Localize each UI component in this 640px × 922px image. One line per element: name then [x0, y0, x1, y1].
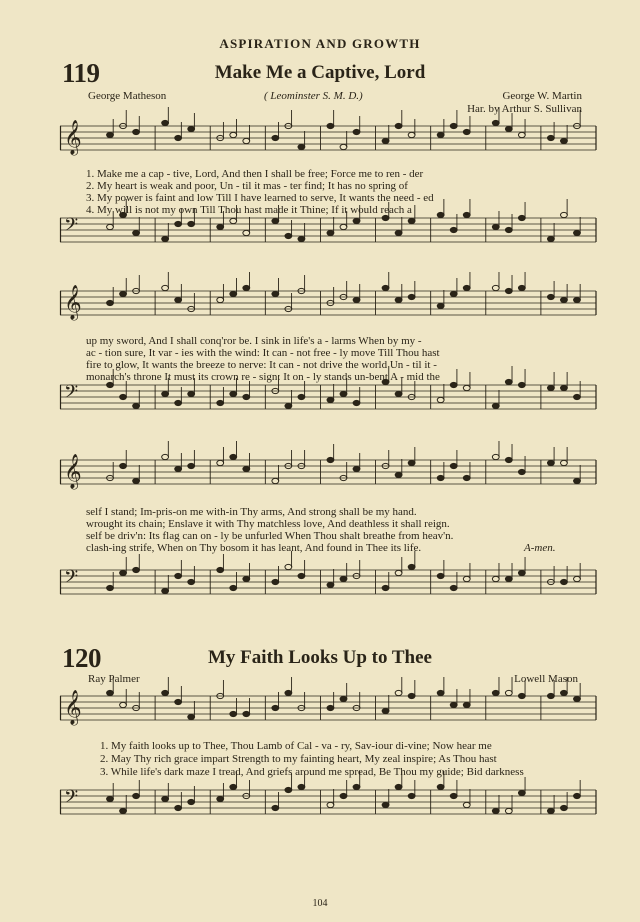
hymn-119-s2-verse-2: ac - tion sure, It var - ies with the wind: It can - not free - ly move Till Thou hast — [86, 347, 440, 359]
note-head — [450, 227, 457, 232]
note-head — [518, 790, 525, 795]
note-head — [450, 291, 457, 296]
note-head — [188, 799, 195, 804]
note-head — [272, 291, 279, 296]
note-head — [395, 784, 402, 789]
note-head — [243, 466, 250, 471]
note-head — [230, 218, 237, 223]
note-head — [450, 585, 457, 590]
note-head — [188, 714, 195, 719]
note-head — [547, 294, 554, 299]
note-head — [450, 702, 457, 707]
note-head — [561, 297, 568, 302]
note-head — [120, 291, 127, 296]
note-head — [518, 570, 525, 575]
note-head — [561, 385, 568, 390]
note-head — [107, 690, 114, 695]
note-head — [492, 403, 499, 408]
note-head — [547, 135, 554, 140]
hymn-119-s2-verse-4: monarch's throne It must its crown re - sign: It on - ly stands un-bent A - mid the — [86, 371, 440, 383]
note-head — [492, 808, 499, 813]
note-head — [463, 702, 470, 707]
note-head — [437, 303, 444, 308]
note-head — [243, 285, 250, 290]
note-head — [162, 236, 169, 241]
note-head — [408, 460, 415, 465]
note-head — [437, 690, 444, 695]
note-head — [188, 221, 195, 226]
note-head — [382, 802, 389, 807]
hymn-119-composer: George W. Martin — [502, 90, 582, 102]
hymn-120-title: My Faith Looks Up to Thee — [208, 647, 432, 668]
note-head — [243, 576, 250, 581]
note-head — [298, 236, 305, 241]
note-head — [340, 793, 347, 798]
note-head — [175, 221, 182, 226]
note-head — [518, 469, 525, 474]
note-head — [395, 472, 402, 477]
note-head — [437, 784, 444, 789]
note-head — [217, 224, 224, 229]
note-head — [408, 294, 415, 299]
note-head — [547, 236, 554, 241]
note-head — [492, 224, 499, 229]
note-head — [463, 802, 470, 807]
note-head — [217, 796, 224, 801]
note-head — [133, 403, 140, 408]
note-head — [395, 570, 402, 575]
note-head — [230, 454, 237, 459]
note-head — [492, 285, 499, 290]
note-head — [230, 132, 237, 137]
note-head — [340, 576, 347, 581]
note-head — [175, 400, 182, 405]
note-head — [463, 576, 470, 581]
note-head — [162, 454, 169, 459]
note-head — [437, 475, 444, 480]
note-head — [408, 564, 415, 569]
hymn-120-composer: Lowell Mason — [514, 673, 578, 685]
note-head — [162, 588, 169, 593]
hymn-120-s1-verse-2: 2. May Thy rich grace impart Strength to my fainting heart, My zeal inspire; As Thou hast — [100, 753, 497, 765]
note-head — [395, 230, 402, 235]
note-head — [272, 579, 279, 584]
note-head — [518, 285, 525, 290]
note-head — [450, 382, 457, 387]
note-head — [107, 224, 114, 229]
note-head — [505, 227, 512, 232]
note-head — [217, 460, 224, 465]
note-head — [162, 796, 169, 801]
hymn-120-number: 120 — [62, 643, 101, 673]
note-head — [574, 394, 581, 399]
note-head — [353, 400, 360, 405]
note-head — [162, 391, 169, 396]
note-head — [107, 300, 114, 305]
note-head — [175, 699, 182, 704]
note-head — [492, 690, 499, 695]
note-head — [285, 403, 292, 408]
note-head — [243, 394, 250, 399]
note-head — [408, 218, 415, 223]
note-head — [340, 696, 347, 701]
note-head — [561, 138, 568, 143]
note-head — [120, 463, 127, 468]
note-head — [230, 585, 237, 590]
note-head — [120, 570, 127, 575]
note-head — [327, 802, 334, 807]
note-head — [518, 132, 525, 137]
hymn-119-s2-verse-3: fire to glow, It wants the breeze to nerve: It can - not drive the world Un - til it - — [86, 359, 437, 371]
note-head — [272, 705, 279, 710]
note-head — [463, 385, 470, 390]
note-head — [107, 132, 114, 137]
note-head — [133, 567, 140, 572]
note-head — [285, 690, 292, 695]
note-head — [298, 784, 305, 789]
note-head — [437, 132, 444, 137]
note-head — [408, 793, 415, 798]
note-head — [547, 460, 554, 465]
note-head — [162, 120, 169, 125]
treble-clef-icon: 𝄞 — [64, 285, 82, 320]
note-head — [450, 463, 457, 468]
note-head — [395, 297, 402, 302]
hymn-119-number: 119 — [62, 58, 100, 88]
hymn-119-tune: ( Leominster S. M. D.) — [264, 90, 363, 102]
note-head — [463, 475, 470, 480]
note-head — [327, 457, 334, 462]
note-head — [188, 126, 195, 131]
note-head — [230, 784, 237, 789]
note-head — [505, 808, 512, 813]
note-head — [492, 454, 499, 459]
note-head — [230, 711, 237, 716]
note-head — [408, 132, 415, 137]
note-head — [120, 702, 127, 707]
note-head — [175, 135, 182, 140]
note-head — [327, 397, 334, 402]
note-head — [285, 564, 292, 569]
note-head — [382, 708, 389, 713]
note-head — [298, 573, 305, 578]
note-head — [285, 233, 292, 238]
note-head — [217, 400, 224, 405]
note-head — [561, 460, 568, 465]
note-head — [217, 297, 224, 302]
note-head — [175, 573, 182, 578]
hymn-119-s3-verse-4: clash-ing strife, When on Thy bosom it has leant, And found in Thee its life. — [86, 542, 422, 554]
note-head — [340, 224, 347, 229]
note-head — [353, 218, 360, 223]
note-head — [175, 805, 182, 810]
note-head — [175, 297, 182, 302]
note-head — [120, 808, 127, 813]
note-head — [574, 793, 581, 798]
note-head — [408, 693, 415, 698]
page-number: 104 — [312, 898, 328, 909]
note-head — [162, 285, 169, 290]
note-head — [395, 690, 402, 695]
note-head — [395, 123, 402, 128]
note-head — [298, 394, 305, 399]
note-head — [574, 576, 581, 581]
note-head — [107, 382, 114, 387]
hymn-119-s3-verse-3: self be driv'n: Its flag can on - ly be unfurled When Thou shalt breathe from heav'n. — [86, 530, 454, 542]
note-head — [133, 129, 140, 134]
note-head — [561, 579, 568, 584]
note-head — [230, 291, 237, 296]
note-head — [382, 285, 389, 290]
note-head — [327, 582, 334, 587]
treble-clef-icon: 𝄞 — [64, 454, 82, 489]
note-head — [463, 285, 470, 290]
note-head — [353, 297, 360, 302]
note-head — [505, 126, 512, 131]
hymn-119-s1-verse-3: 3. My power is faint and low Till I have learned to serve, It wants the need - ed — [86, 192, 434, 204]
note-head — [133, 793, 140, 798]
note-head — [340, 391, 347, 396]
treble-clef-icon: 𝄞 — [64, 120, 82, 155]
note-head — [505, 690, 512, 695]
note-head — [327, 123, 334, 128]
note-head — [272, 218, 279, 223]
note-head — [547, 385, 554, 390]
note-head — [505, 576, 512, 581]
note-head — [327, 230, 334, 235]
note-head — [518, 382, 525, 387]
hymn-120-s1-verse-1: 1. My faith looks up to Thee, Thou Lamb of Cal - va - ry, Sav-iour di-vine; Now hear me — [100, 740, 492, 752]
hymn-120-s1-verse-3: 3. While life's dark maze I tread, And griefs around me spread, Be Thou my guide; Bid darkness — [100, 766, 524, 778]
note-head — [518, 215, 525, 220]
note-head — [437, 573, 444, 578]
section-title: ASPIRATION AND GROWTH — [219, 36, 421, 51]
note-head — [561, 805, 568, 810]
note-head — [188, 391, 195, 396]
note-head — [574, 297, 581, 302]
note-head — [463, 129, 470, 134]
note-head — [217, 567, 224, 572]
hymn-119-author: George Matheson — [88, 90, 167, 102]
hymn-120-author: Ray Palmer — [88, 673, 140, 685]
note-head — [492, 120, 499, 125]
note-head — [298, 144, 305, 149]
note-head — [561, 690, 568, 695]
note-head — [175, 466, 182, 471]
note-head — [327, 705, 334, 710]
bass-clef-icon: 𝄢 — [64, 567, 79, 592]
note-head — [382, 138, 389, 143]
note-head — [547, 693, 554, 698]
note-head — [382, 215, 389, 220]
note-head — [133, 478, 140, 483]
treble-clef-icon: 𝄞 — [64, 690, 82, 725]
note-head — [272, 805, 279, 810]
note-head — [120, 394, 127, 399]
note-head — [437, 397, 444, 402]
note-head — [574, 478, 581, 483]
bass-clef-icon: 𝄢 — [64, 215, 79, 240]
note-head — [353, 129, 360, 134]
hymn-119-arranger: Har. by Arthur S. Sullivan — [467, 103, 582, 115]
hymn-119-s3-verse-1: self I stand; Im-pris-on me with-in Thy arms, And strong shall be my hand. — [86, 506, 417, 518]
note-head — [107, 796, 114, 801]
note-head — [133, 230, 140, 235]
note-head — [353, 784, 360, 789]
note-head — [162, 690, 169, 695]
note-head — [505, 457, 512, 462]
note-head — [382, 585, 389, 590]
note-head — [188, 579, 195, 584]
note-head — [450, 793, 457, 798]
hymn-119-s1-verse-2: 2. My heart is weak and poor, Un - til it mas - ter find; It has no spring of — [86, 180, 408, 192]
note-head — [285, 787, 292, 792]
hymn-119-title: Make Me a Captive, Lord — [214, 62, 426, 83]
note-head — [395, 391, 402, 396]
note-head — [230, 391, 237, 396]
note-head — [188, 463, 195, 468]
note-head — [353, 466, 360, 471]
note-head — [107, 585, 114, 590]
bass-clef-icon: 𝄢 — [64, 382, 79, 407]
note-head — [450, 123, 457, 128]
hymn-119-s1-verse-4: 4. My will is not my own Till Thou hast made it Thine; If it would reach a — [86, 204, 412, 216]
note-head — [243, 230, 250, 235]
note-head — [243, 138, 250, 143]
hymn-119-amen: A-men. — [524, 542, 556, 554]
note-head — [272, 135, 279, 140]
note-head — [547, 808, 554, 813]
note-head — [492, 576, 499, 581]
note-head — [243, 711, 250, 716]
bass-clef-icon: 𝄢 — [64, 787, 79, 812]
hymn-119-s1-verse-1: 1. Make me a cap - tive, Lord, And then I shall be free; Force me to ren - der — [86, 168, 424, 180]
hymn-119-s2-verse-1: up my sword, And I shall conq'ror be. I sink in life's a - larms When by my - — [86, 335, 422, 347]
note-head — [505, 288, 512, 293]
note-head — [574, 696, 581, 701]
hymn-119-s3-verse-2: wrought its chain; Enslave it with Thy matchless love, And deathless it shall reign. — [86, 518, 450, 530]
note-head — [518, 693, 525, 698]
note-head — [574, 230, 581, 235]
note-head — [340, 144, 347, 149]
note-head — [272, 478, 279, 483]
